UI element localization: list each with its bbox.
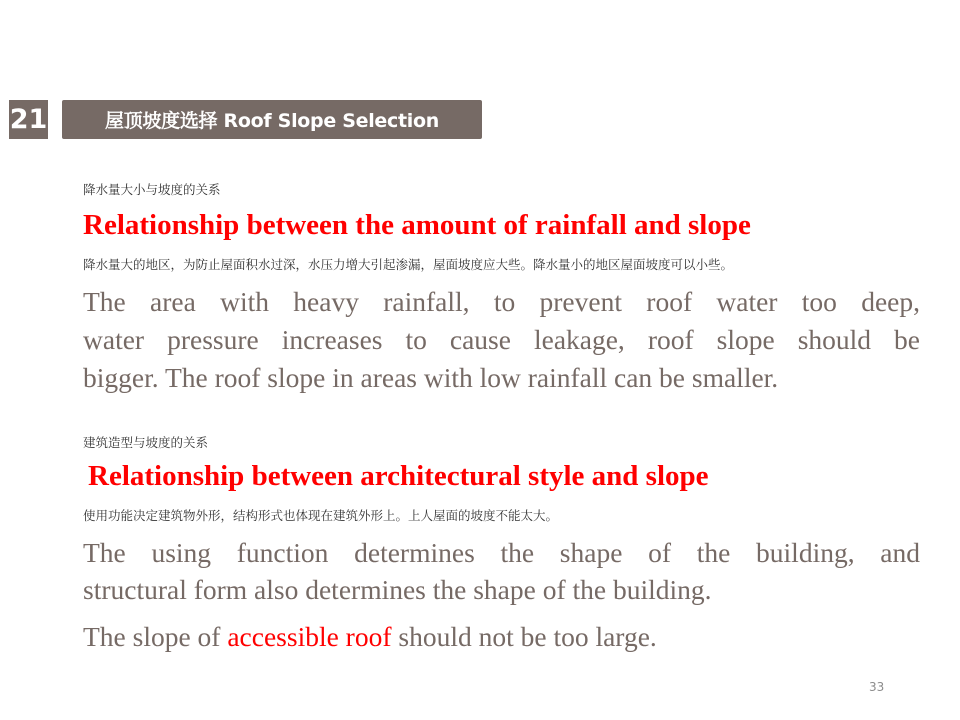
page-number: 33	[869, 680, 885, 694]
style-paragraph-line-1: The using function determines the shape of the building, and	[83, 537, 920, 568]
section-title-bar	[62, 100, 482, 139]
rainfall-paragraph-line-3: bigger. The roof slope in areas with low rainfall can be smaller.	[83, 362, 779, 393]
rainfall-cn-title: 降水量大小与坡度的关系	[83, 182, 221, 197]
section-title: 屋顶坡度选择 Roof Slope Selection	[105, 110, 439, 132]
style-cn-title: 建筑造型与坡度的关系	[83, 435, 209, 450]
style-paragraph-line-2: structural form also determines the shape of the building.	[83, 574, 712, 605]
rainfall-paragraph-line-2: water pressure increases to cause leakage, roof slope should be	[83, 324, 920, 355]
accessible-roof-sentence	[83, 618, 920, 656]
slope-suffix: should not be too large.	[391, 621, 657, 652]
style-heading: Relationship between architectural style and slope	[88, 460, 709, 492]
rainfall-cn-description: 降水量大的地区，为防止屋面积水过深，水压力增大引起渗漏，屋面坡度应大些。降水量小的地区屋面坡度可以小些。	[83, 257, 734, 272]
slide-number-badge	[9, 100, 48, 139]
style-cn-description: 使用功能决定建筑物外形，结构形式也体现在建筑外形上。上人屋面的坡度不能太大。	[83, 508, 559, 523]
rainfall-heading: Relationship between the amount of rainfall and slope	[83, 209, 751, 241]
slope-prefix: The slope of	[83, 621, 228, 652]
slide-number: 21	[9, 104, 48, 135]
accessible-roof-highlight: accessible roof	[227, 621, 392, 652]
rainfall-paragraph-line-1: The area with heavy rainfall, to prevent roof water too deep,	[83, 286, 920, 317]
